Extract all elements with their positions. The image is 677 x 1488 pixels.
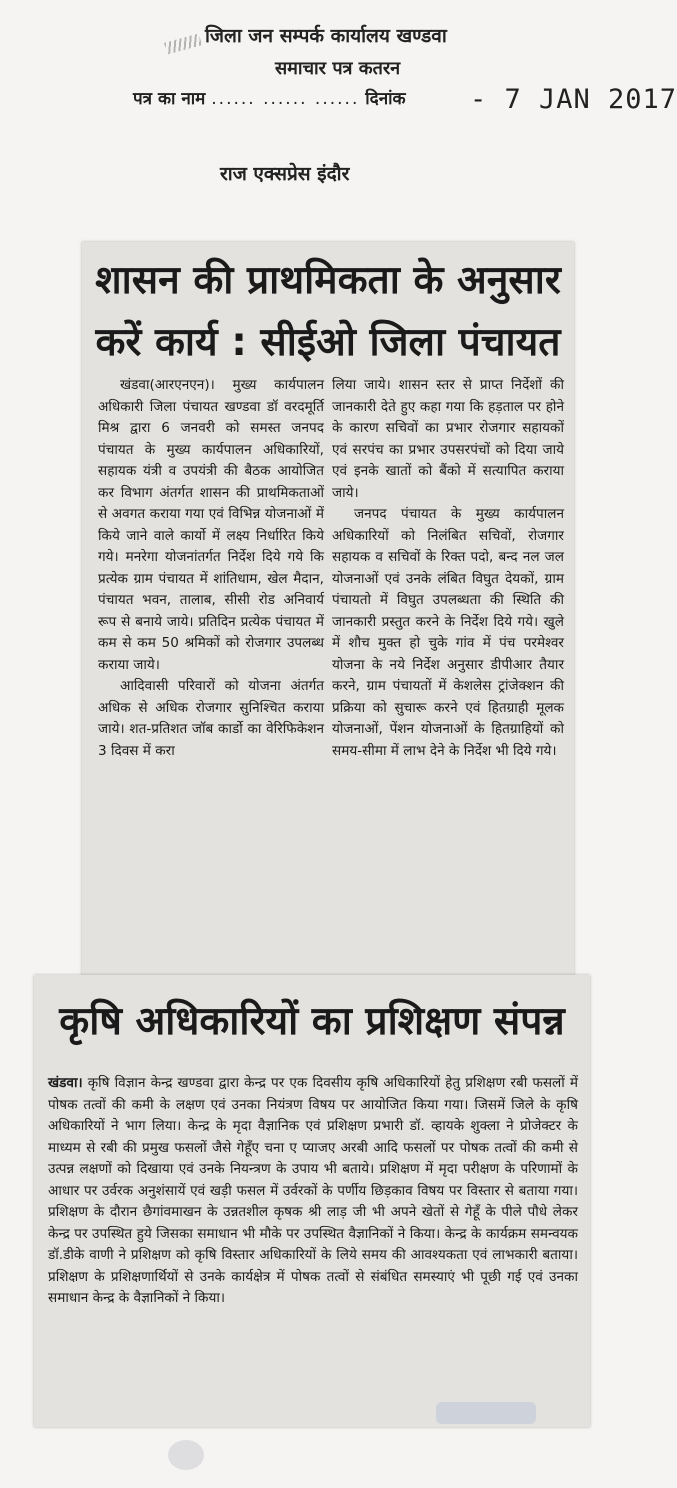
- article-body: [48, 1073, 578, 1310]
- article-column-1: [98, 375, 324, 762]
- headline-krishi: कृषि अधिकारियों का प्रशिक्षण संपन्न: [59, 999, 565, 1044]
- pen-smudge: [164, 34, 202, 55]
- dateline: खंडवा।: [48, 1075, 83, 1091]
- column-2-paragraph-2: जनपद पंचायत के मुख्य कार्यपालन अधिकारियों को निलंबित सचिवों, रोजगार सहायक व सचिवों के रिक्त पदो, बन्द नल जल योजनाओं एवं उनके लंबित विघुत देयकों, ग्राम पंचायतो में विघुत उपलब्धता की स्थिति की जानकारी प्रस्तुत करने के निर्देश दिये गये। खुले में शौच मुक्त हो चुके गांव में पंच परमेश्वर योजना के नये निर्देश अनुसार डीपीआर तैयार करने, ग्राम पंचायतों में केशलेस ट्रांजेक्शन की प्रक्रिया को सुचारू करने एवं हितग्राही मूलक योजनाओं, पेंशन योजनाओं के हितग्राहियों को समय-सीमा में लाभ देने के निर्देश भी दिये गये।: [332, 506, 564, 759]
- paper-name-label: पत्र का नाम: [133, 89, 206, 109]
- column-1-paragraph-1: खंडवा(आरएनएन)। मुख्य कार्यपालन अधिकारी जिला पंचायत खण्डवा डॉ वरदमूर्ति मिश्र द्वारा 6 जनवरी को समस्त जनपद पंचायत के मुख्य कार्यपालन अधिकारियों, सहायक यंत्री व उपयंत्री की बैठक आयोजित कर विभाग अंतर्गत शासन की प्राथमिकताओं से अवगत कराया गया एवं विभिन्न योजनाओं में किये जाने वाले कार्यो में लक्ष्य निर्धारित किये गये। मनरेगा योजनांतर्गत निर्देश दिये गये कि प्रत्येक ग्राम पंचायत में शांतिधाम, खेल मैदान, पंचायत भवन, तालाब, सीसी रोड अनिवार्य रूप से बनाये जाये। प्रतिदिन प्रत्येक पंचायत में कम से कम 50 श्रमिकों को रोजगार उपलब्ध कराया जाये।: [98, 377, 324, 673]
- column-1-paragraph-2: आदिवासी परिवारों को योजना अंतर्गत अधिक से अधिक रोजगार सुनिश्चित कराया जाये। शत-प्रतिशत जॉब कार्डो का वेरिफिकेशन 3 दिवस में करा: [98, 678, 324, 759]
- column-2-paragraph-1: लिया जाये। शासन स्तर से प्राप्त निर्देशों की जानकारी देते हुए कहा गया कि हड़ताल पर होने के कारण सचिवों का प्रभार रोजगार सहायकों एवं सरपंच का प्रभार उपसरपंचों को दिया जाये एवं इनके खातों को बैंको में सत्यापित कराया जाये।: [332, 377, 564, 501]
- office-stamp-title: जिला जन सम्पर्क कार्यालय खण्डवा: [205, 25, 447, 47]
- headline-line-1: शासन की प्राथमिकता के अनुसार: [95, 258, 561, 303]
- article-body-text: कृषि विज्ञान केन्द्र खण्डवा द्वारा केन्द्र पर एक दिवसीय कृषि अधिकारियों हेतु प्रशिक्षण रबी फसलों में पोषक तत्वों की कमी के लक्षण एवं उनका नियंत्रण विषय पर आयोजित किया गया। जिसमें जिले के कृषि अधिकारियों ने भाग लिया। केन्द्र के मृदा वैज्ञानिक एवं प्रशिक्षण प्रभारी डॉ. व्हायके शुक्ला ने प्रोजेक्टर के माध्यम से रबी की प्रमुख फसलों जैसे गेहूँए चना ए प्याजए अरबी आदि फसलों पर पोषक तत्वों की कमी से उत्पन्न लक्षणों को दिखाया एवं उनके नियन्त्रण के उपाय भी बताये। प्रशिक्षण में मृदा परीक्षण के परिणामों के आधार पर उर्वरक अनुशंसायें एवं खड़ी फसल में उर्वरकों के पर्णीय छिड़काव विषय पर विस्तार से बताया गया। प्रशिक्षण के दौरान छैगांवमाखन के उन्नतशील कृषक श्री लाड़ जी भी अपने खेतों से गेहूँ के पीले पौधे लेकर केन्द्र पर उपस्थित हुये जिसका समाधान भी मौके पर उपस्थित वैज्ञानिकों ने किया। केन्द्र के कार्यक्रम समन्वयक डॉ.डीके वाणी ने प्रशिक्षण को कृषि विस्तार अधिकारियों के लिये समय की आवश्यकता एवं लाभकारी बताया। प्रशिक्षण के प्रशिक्षणार्थियों से उनके कार्यक्षेत्र में पोषक तत्वों से संबंधित समस्याएं भी पूछी गई एवं उनका समाधान केन्द्र के वैज्ञानिकों ने किया।: [48, 1075, 578, 1306]
- headline-line-2: करें कार्य : सीईओ जिला पंचायत: [95, 320, 561, 365]
- date-label: दिनांक: [365, 89, 406, 109]
- newspaper-name: राज एक्सप्रेस इंदौर: [220, 163, 350, 185]
- paper-name-row: [133, 86, 406, 109]
- ink-blot: [168, 1440, 204, 1470]
- handwritten-date: - 7 JAN 2017: [470, 84, 677, 115]
- ink-mark: [436, 1402, 536, 1424]
- clipping-label: समाचार पत्र कतरन: [275, 58, 401, 79]
- paper-name-blank: ...... ...... ......: [211, 89, 360, 109]
- article-column-2: [332, 375, 564, 762]
- news-clipping-ceo: [82, 242, 574, 977]
- news-clipping-krishi: [34, 975, 590, 1427]
